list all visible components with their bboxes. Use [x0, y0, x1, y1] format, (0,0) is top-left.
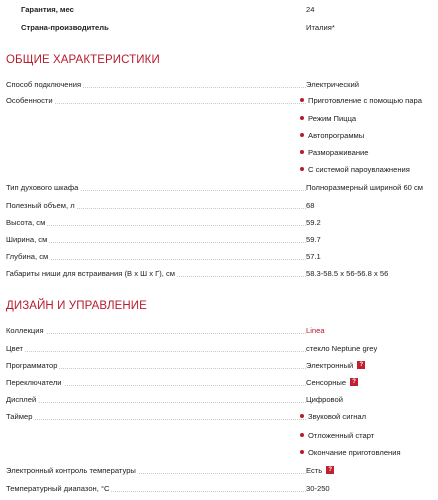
- spec-value: 59.2: [306, 218, 321, 227]
- spec-value: Италия*: [306, 23, 335, 32]
- feature-item: Режим Пицца: [300, 113, 356, 125]
- bullet-icon: [300, 433, 304, 437]
- section-title-design: ДИЗАЙН И УПРАВЛЕНИЕ: [6, 300, 147, 312]
- spec-row-country: [6, 22, 434, 34]
- spec-value: Сенсорные ?: [306, 377, 358, 389]
- spec-row: [6, 377, 434, 389]
- spec-label: Страна-производитель: [6, 22, 111, 34]
- spec-label: Полезный объем, л: [6, 201, 75, 210]
- spec-label: Переключатели: [6, 378, 62, 387]
- spec-row: [6, 200, 434, 212]
- bullet-icon: [300, 414, 304, 418]
- spec-value: Есть ?: [306, 465, 334, 477]
- spec-value: 57.1: [306, 252, 321, 261]
- spec-row: [6, 217, 434, 229]
- spec-label: Температурный диапазон, °C: [6, 484, 110, 493]
- spec-row: [6, 79, 434, 91]
- spec-label: Габариты ниши для встраивания (В х Ш х Г), см: [6, 269, 175, 278]
- spec-value: Электронный ?: [306, 360, 365, 372]
- spec-row-warranty: [6, 4, 434, 16]
- spec-row: [6, 234, 434, 246]
- spec-label: Гарантия, мес: [6, 4, 76, 16]
- help-icon[interactable]: ?: [326, 466, 334, 474]
- spec-row: [6, 251, 434, 263]
- timer-item: Звуковой сигнал: [300, 411, 366, 423]
- spec-row: [6, 343, 434, 355]
- spec-row: [6, 465, 434, 477]
- feature-item: Приготовление с помощью пара: [300, 95, 422, 107]
- spec-row: [6, 483, 434, 495]
- spec-label: Высота, см: [6, 218, 46, 227]
- spec-value: Цифровой: [306, 395, 343, 404]
- feature-item: Автопрограммы: [300, 130, 364, 142]
- spec-row: [6, 325, 434, 337]
- spec-value: 30-250: [306, 484, 330, 493]
- help-icon[interactable]: ?: [350, 378, 358, 386]
- spec-value: 68: [306, 201, 315, 210]
- help-icon[interactable]: ?: [357, 361, 365, 369]
- spec-row: [6, 182, 434, 194]
- spec-label: Ширина, см: [6, 235, 48, 244]
- spec-row: [6, 394, 434, 406]
- spec-value: Полноразмерный шириной 60 см: [306, 183, 424, 192]
- bullet-icon: [300, 133, 304, 137]
- spec-value: Электрический: [306, 80, 359, 89]
- spec-value: 58.3-58.5 х 56-56.8 х 56: [306, 269, 389, 278]
- spec-label: Тип духового шкафа: [6, 183, 79, 192]
- spec-label: Таймер: [6, 412, 33, 421]
- spec-label: Программатор: [6, 361, 58, 370]
- timer-item: Отложенный старт: [300, 430, 374, 442]
- timer-item: Окончание приготовления: [300, 447, 401, 459]
- feature-item: Размораживание: [300, 147, 368, 159]
- collection-link[interactable]: Linea: [306, 326, 325, 335]
- spec-label: Коллекция: [6, 326, 44, 335]
- bullet-icon: [300, 98, 304, 102]
- spec-label: Способ подключения: [6, 80, 82, 89]
- feature-item: С системой пароувлажнения: [300, 164, 410, 176]
- spec-value: стекло Neptune grey: [306, 344, 378, 353]
- spec-row-timer: [6, 411, 434, 423]
- spec-row: [6, 268, 434, 280]
- spec-row: [6, 360, 434, 372]
- spec-label: Цвет: [6, 344, 24, 353]
- spec-label: Электронный контроль температуры: [6, 466, 136, 475]
- spec-value: 59.7: [306, 235, 321, 244]
- spec-label: Дисплей: [6, 395, 37, 404]
- bullet-icon: [300, 116, 304, 120]
- bullet-icon: [300, 150, 304, 154]
- spec-label: Особенности: [6, 96, 53, 105]
- bullet-icon: [300, 450, 304, 454]
- spec-value: 24: [306, 5, 315, 14]
- spec-label: Глубина, см: [6, 252, 49, 261]
- section-title-general: ОБЩИЕ ХАРАКТЕРИСТИКИ: [6, 54, 160, 66]
- bullet-icon: [300, 167, 304, 171]
